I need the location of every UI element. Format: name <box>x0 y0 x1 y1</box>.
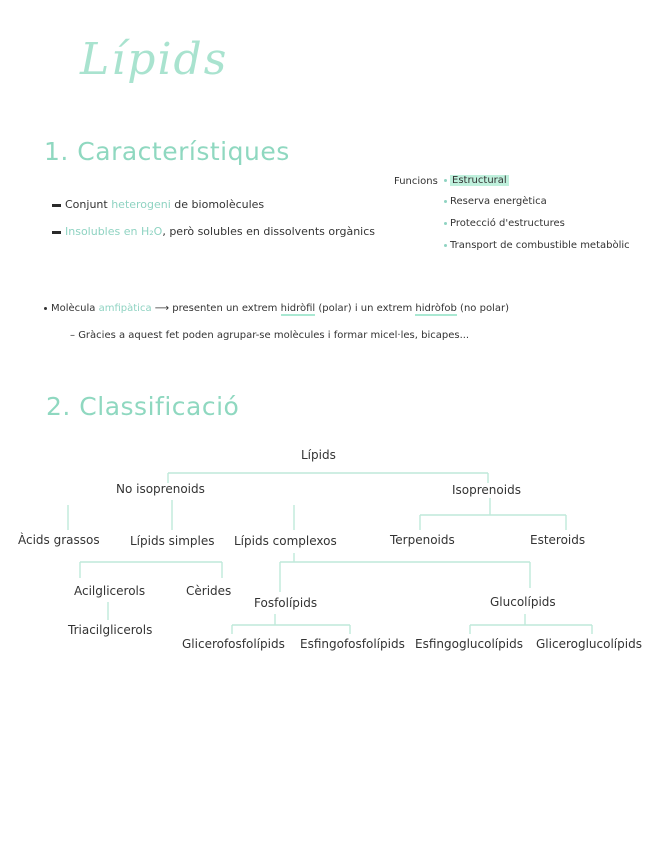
function-item: Protecció d'estructures <box>444 218 565 229</box>
function-item: Transport de combustible metabòlic <box>444 240 630 251</box>
characteristic-item: Insolubles en H₂O, però solubles en dissolvents orgànics <box>52 225 375 238</box>
tree-node-lipids-complexos: Lípids complexos <box>234 534 337 548</box>
tree-node-no-isoprenoids: No isoprenoids <box>116 482 205 496</box>
tree-node-glicerofosfolipids: Glicerofosfolípids <box>182 637 285 651</box>
tree-node-esfingofosfolipids: Esfingofosfolípids <box>300 637 405 651</box>
dash-bullet-icon: – <box>70 330 79 341</box>
consequence-line: – Gràcies a aquest fet poden agrupar-se molècules i formar micel·les, bicapes... <box>70 330 470 341</box>
tree-node-lipids: Lípids <box>301 448 336 462</box>
tree-node-terpenoids: Terpenoids <box>390 533 455 547</box>
tree-node-fosfolipids: Fosfolípids <box>254 596 318 610</box>
page-title: Lípids <box>80 34 229 85</box>
tree-node-acids-grassos: Àcids grassos <box>18 533 100 547</box>
tree-node-isoprenoids: Isoprenoids <box>452 483 521 497</box>
tree-node-triacilglicerols: Triacilglicerols <box>68 623 153 637</box>
tree-node-glucolipids: Glucolípids <box>490 595 556 609</box>
functions-label: Funcions <box>394 176 438 187</box>
section-heading-characteristics: 1. Característiques <box>44 137 290 166</box>
tree-node-esfingoglucolipids: Esfingoglucolípids <box>415 637 523 651</box>
tree-node-lipids-simples: Lípids simples <box>130 534 215 548</box>
arrow-right-icon: ⟶ <box>154 303 170 314</box>
tree-node-gliceroglucolipids: Gliceroglucolípids <box>536 637 642 651</box>
section-heading-classification: 2. Classificació <box>46 392 240 421</box>
molecule-line: Molècula amfipàtica ⟶ presenten un extrem hidròfil (polar) i un extrem hidròfob (no polar) <box>44 303 509 314</box>
tree-node-cerides: Cèrides <box>186 584 232 598</box>
tree-node-esteroids: Esteroids <box>530 533 586 547</box>
tree-node-acilglicerols: Acilglicerols <box>74 584 146 598</box>
function-item: Estructural <box>444 175 509 186</box>
characteristic-item: Conjunt heterogeni de biomolècules <box>52 198 264 211</box>
function-item: Reserva energètica <box>444 196 547 207</box>
